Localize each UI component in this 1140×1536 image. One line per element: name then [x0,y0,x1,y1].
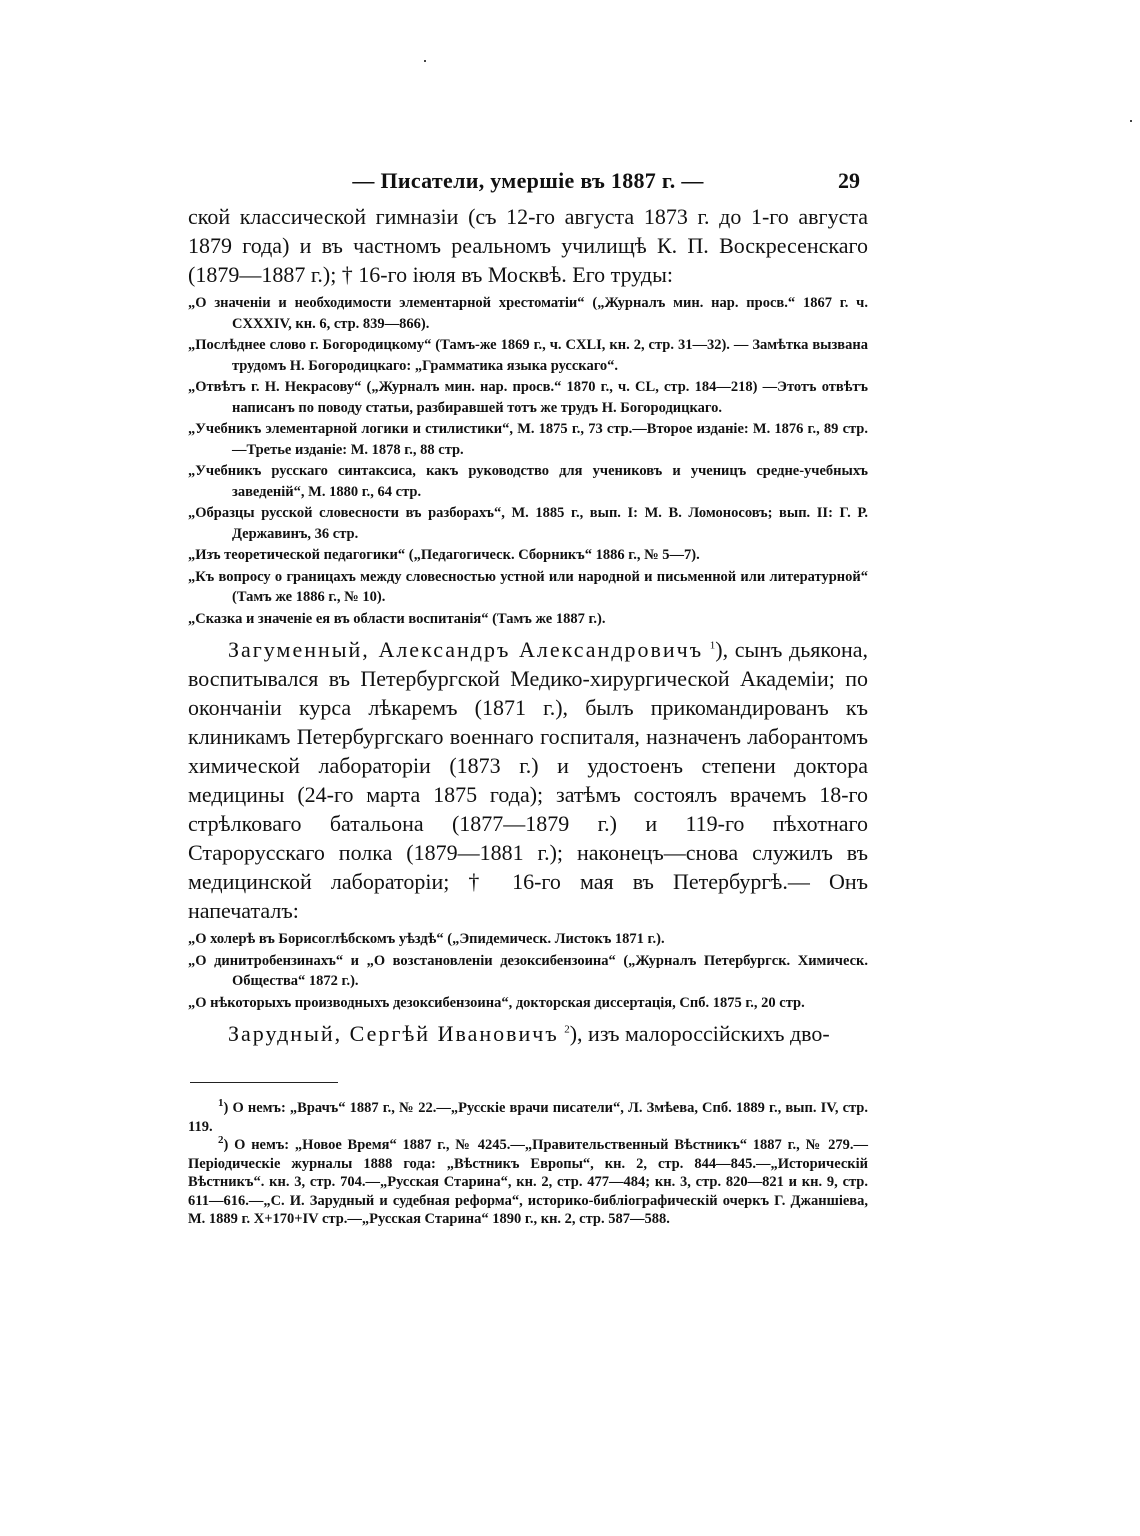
work-item: „Послѣднее слово г. Богородицкому“ (Тамъ-же 1869 г., ч. CXLI, кн. 2, стр. 31—32). — Замѣтка вызвана трудомъ Н. Богородицкаго: „Грамматика языка русскаго“. [188,337,868,374]
footnote-text: ) О немъ: „Врачъ“ 1887 г., № 22.—„Русскіе врачи писатели“, Л. Змѣева, Спб. 1889 г., вып. IV, стр. 119. [188,1100,868,1135]
entry-zarudny [188,1019,868,1048]
works-list-2 [188,929,868,1013]
footnote-ref[interactable]: 2 [564,1023,570,1036]
entry-text: ), сынъ дьякона, воспитывался въ Петербургской Медико-хирургической Академіи; по окончаніи курса лѣкаремъ (1871 г.), былъ прикомандированъ къ клиникамъ Петербургскаго военнаго госпиталя, назначенъ лаборантомъ химической лабораторіи (1873 г.) и удостоенъ степени доктора медицины (24-го марта 1875 года); затѣмъ состоялъ врачемъ 18-го стрѣлковаго батальона (1877—1879 г.) и 119-го пѣхотнаго Старорусскаго полка (1879—1881 г.); наконецъ—снова служилъ въ медицинской лабораторіи; † 16-го мая въ Петербургѣ.— Онъ напечаталъ: [188,637,869,923]
footnote-mark: 1 [218,1097,224,1110]
entry-name: Зарудный, Сергѣй Ивановичъ [228,1021,559,1046]
entry-text: ), изъ малороссійскихъ дво- [569,1021,830,1046]
scan-speck [1130,120,1132,122]
footnote-mark: 2 [218,1134,224,1147]
footnote-2 [188,1136,868,1229]
work-item: „Учебникъ русскаго синтаксиса, какъ руководство для учениковъ и ученицъ средне-учебныхъ заведеній“, М. 1880 г., 64 стр. [188,463,868,500]
work-item: „О холерѣ въ Борисоглѣбскомъ уѣздѣ“ („Эпидемическ. Листокъ 1871 г.). [188,931,665,947]
footnote-1 [188,1099,868,1136]
work-item: „Сказка и значеніе ея въ области воспитанія“ (Тамъ же 1887 г.). [188,610,606,627]
entry-name: Загуменный, Александръ Александровичъ [228,637,704,662]
page-header [188,162,868,202]
work-item: „Изъ теоретической педагогики“ („Педагогическ. Сборникъ“ 1886 г., № 5—7). [188,547,700,563]
running-title: — Писатели, умершіе въ 1887 г. — [352,168,704,193]
work-item: „Образцы русской словесности въ разборахъ“, М. 1885 г., вып. I: М. В. Ломоносовъ; вып. II: Г. Р. Державинъ, 36 стр. [188,505,868,542]
work-item: „Учебникъ элементарной логики и стилистики“, М. 1875 г., 73 стр.—Второе изданіе: М. 1876 г., 89 стр.—Третье изданіе: М. 1878 г., 88 стр. [188,421,868,458]
entry-continuation: ской классической гимназіи (съ 12-го августа 1873 г. до 1-го августа 1879 года) и въ частномъ реальномъ училищѣ К. П. Воскресенскаго (1879—1887 г.); † 16-го іюля въ Москвѣ. Его труды: [188,204,868,287]
page-number: 29 [838,168,860,193]
work-item: „О нѣкоторыхъ производныхъ дезоксибензоина“, докторская диссертація, Спб. 1875 г., 20 стр. [188,994,805,1011]
work-item: „Отвѣтъ г. Н. Некрасову“ („Журналъ мин. нар. просв.“ 1870 г., ч. CL, стр. 184—218) —Этотъ отвѣтъ написанъ по поводу статьи, разбиравшей тотъ же трудъ Н. Богородицкаго. [188,379,868,416]
scan-speck [424,60,426,62]
footnote-text: ) О немъ: „Новое Время“ 1887 г., № 4245.—„Правительственный Вѣстникъ“ 1887 г., № 279.—Періодическіе журналы 1888 года: „Вѣстникъ Европы“, кн. 2, стр. 844—845.—„Историческій Вѣстникъ“. кн. 3, стр. 704.—„Русская Старина“, кн. 2, стр. 477—484; кн. 3, стр. 820—821 и кн. 9, стр. 611—616.—„С. И. Зарудный и судебная реформа“, историко-библіографическій очеркъ Г. Джаншіева, М. 1889 г. X+170+IV стр.—„Русская Старина“ 1890 г., кн. 2, стр. 587—588. [188,1137,868,1227]
work-item: „О значеніи и необходимости элементарной хрестоматіи“ („Журналъ мин. нар. просв.“ 1867 г. ч. CXXXIV, кн. 6, стр. 839—866). [188,295,868,332]
work-item: „Къ вопросу о границахъ между словесностью устной или народной и письменной или литературной“ (Тамъ же 1886 г., № 10). [188,568,868,605]
work-item: „О динитробензинахъ“ и „О возстановленіи дезоксибензоина“ („Журналъ Петербургск. Химическ. Общества“ 1872 г.). [188,952,868,989]
works-list-1 [188,293,868,629]
book-page [188,162,868,1229]
entry-zagumenny [188,635,868,925]
footnote-divider [190,1082,338,1083]
footnote-ref[interactable]: 1 [709,639,716,652]
